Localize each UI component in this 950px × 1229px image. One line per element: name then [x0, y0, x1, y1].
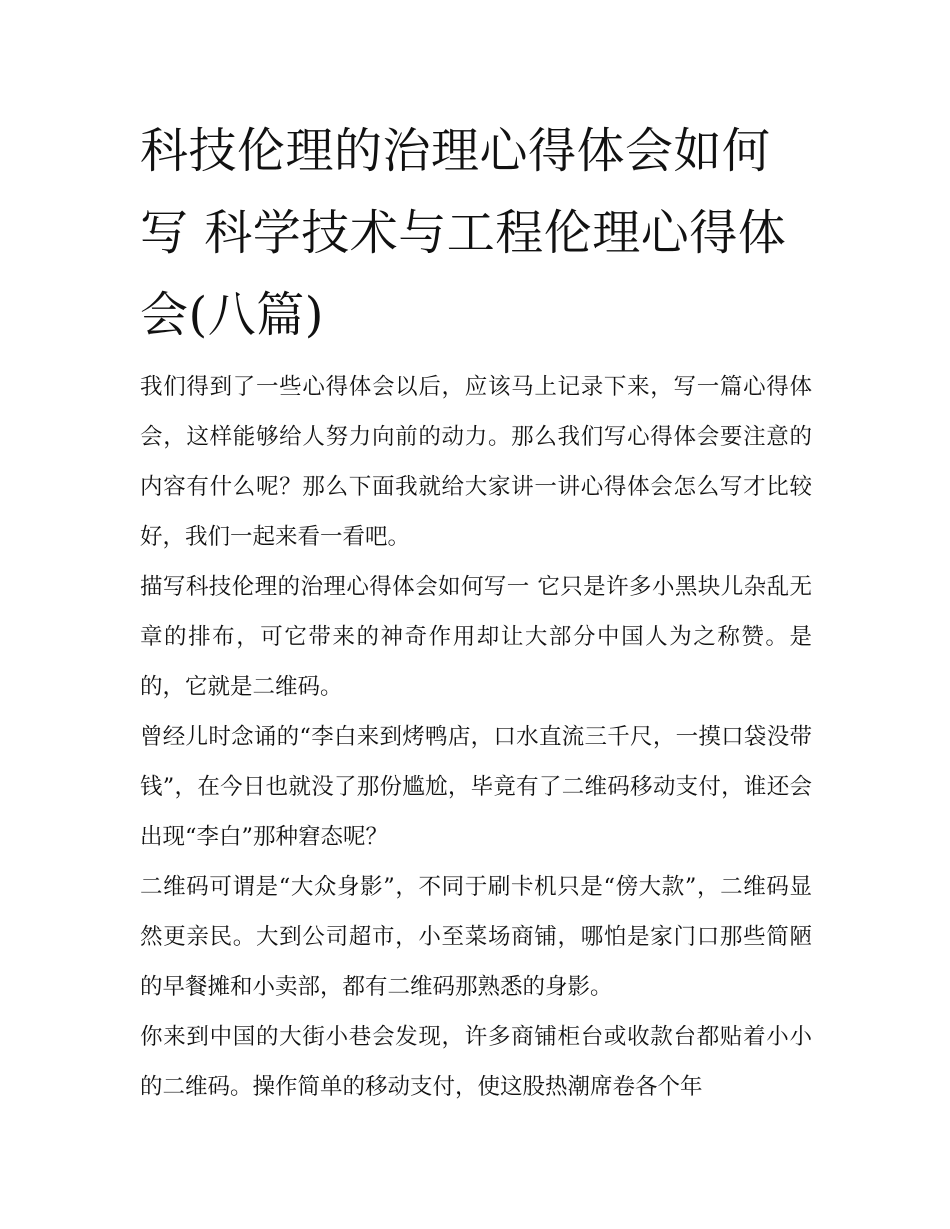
paragraph-li-bai: 曾经儿时念诵的“李白来到烤鸭店，口水直流三千尺，一摸口袋没带钱”，在今日也就没了那份尴尬，毕竟有了二维码移动支付，谁还会出现“李白”那种窘态呢？ [140, 724, 812, 850]
paragraph-qr-description: 描写科技伦理的治理心得体会如何写一 它只是许多小黑块儿杂乱无章的排布，可它带来的神奇作用却让大部分中国人为之称赞。是的，它就是二维码。 [140, 574, 812, 700]
document-body [140, 110, 812, 1112]
document-title: 科技伦理的治理心得体会如何写 科学技术与工程伦理心得体会(八篇) [140, 123, 787, 343]
paragraph-streets: 你来到中国的大街小巷会发现，许多商铺柜台或收款台都贴着小小的二维码。操作简单的移动支付，使这股热潮席卷各个年 [140, 1024, 812, 1100]
title-block [140, 110, 812, 356]
paragraph-public-presence: 二维码可谓是“大众身影”，不同于刷卡机只是“傍大款”，二维码显然更亲民。大到公司超市，小至菜场商铺，哪怕是家门口那些简陋的早餐摊和小卖部，都有二维码那熟悉的身影。 [140, 874, 812, 1000]
paragraph-intro: 我们得到了一些心得体会以后，应该马上记录下来，写一篇心得体会，这样能够给人努力向前的动力。那么我们写心得体会要注意的内容有什么呢？那么下面我就给大家讲一讲心得体会怎么写才比较好，我们一起来看一看吧。 [140, 374, 812, 550]
